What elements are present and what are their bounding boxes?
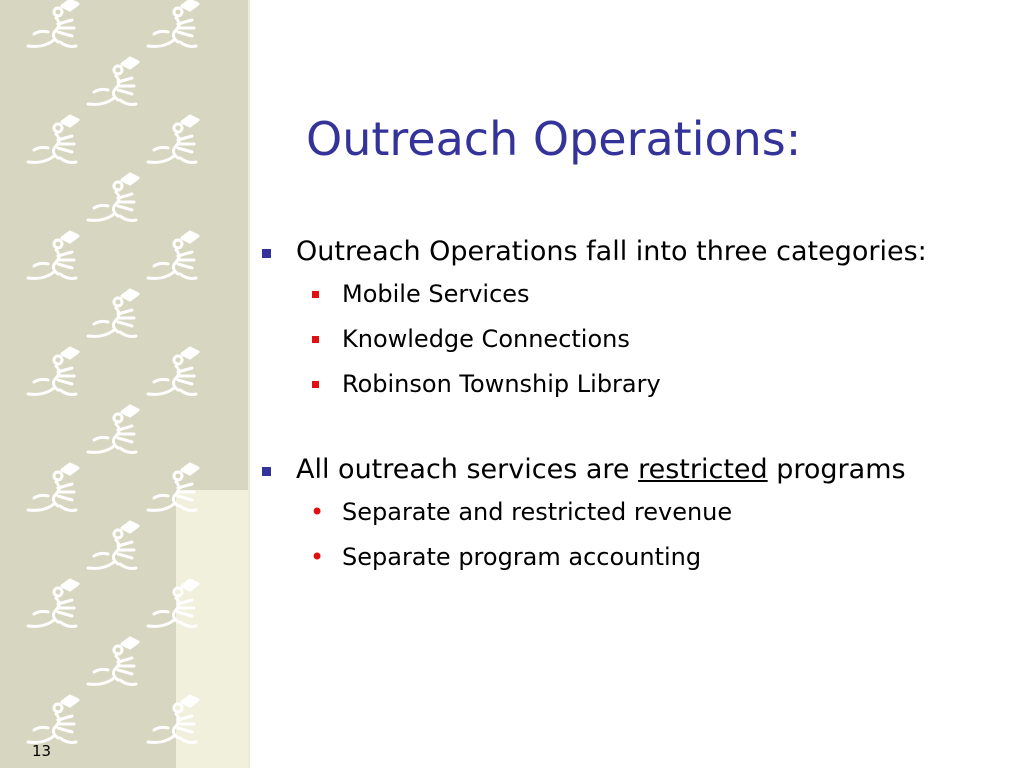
bullet-text-after: programs [767, 454, 906, 485]
reading-runner-icon [138, 576, 238, 640]
square-bullet-icon [262, 249, 271, 258]
sidebar-divider [248, 0, 250, 768]
reading-runner-icon [78, 402, 178, 466]
square-bullet-icon [262, 467, 271, 476]
sub-bullet-text: Separate program accounting [342, 543, 702, 571]
sub-bullet-item [308, 317, 1012, 362]
reading-runner-icon [138, 344, 238, 408]
slide-title: Outreach Operations: [306, 112, 802, 166]
sub-bullet-text: Separate and restricted revenue [342, 498, 733, 526]
bullet-emphasis: restricted [638, 454, 768, 485]
reading-runner-icon [78, 170, 178, 234]
sub-bullet-item [308, 490, 1012, 535]
square-bullet-icon [312, 336, 319, 343]
reading-runner-icon [18, 460, 118, 524]
reading-runner-icon [78, 634, 178, 698]
sub-bullet-item [308, 272, 1012, 317]
bullet-item [262, 450, 1012, 490]
sub-bullet-item [308, 535, 1012, 580]
bullet-text-before: All outreach services are [296, 454, 639, 485]
reading-runner-icon [78, 286, 178, 350]
reading-runner-icon [18, 576, 118, 640]
page-number: 13 [32, 742, 52, 760]
square-bullet-icon [312, 381, 319, 388]
reading-runner-icon [18, 112, 118, 176]
reading-runner-icon [78, 518, 178, 582]
bullet-item [262, 232, 1012, 272]
reading-runner-icon [78, 54, 178, 118]
reading-runner-icon [138, 112, 238, 176]
reading-runner-icon [138, 228, 238, 292]
reading-runner-icon [18, 228, 118, 292]
sub-bullet-text: Knowledge Connections [342, 325, 630, 353]
slide-content [262, 232, 1012, 580]
bullet-text: Outreach Operations fall into three categories: [296, 236, 927, 267]
decorative-sidebar [0, 0, 248, 768]
reading-runner-icon [138, 692, 238, 756]
sub-bullet-text: Robinson Township Library [342, 370, 661, 398]
sub-bullet-item [308, 362, 1012, 407]
reading-runner-icon [138, 0, 238, 60]
dot-bullet-icon: • [310, 498, 325, 526]
reading-runner-icon [18, 344, 118, 408]
reading-runner-icon [18, 0, 118, 60]
dot-bullet-icon: • [310, 543, 325, 571]
sub-bullet-text: Mobile Services [342, 280, 530, 308]
square-bullet-icon [312, 291, 319, 298]
reading-runner-icon [138, 460, 238, 524]
